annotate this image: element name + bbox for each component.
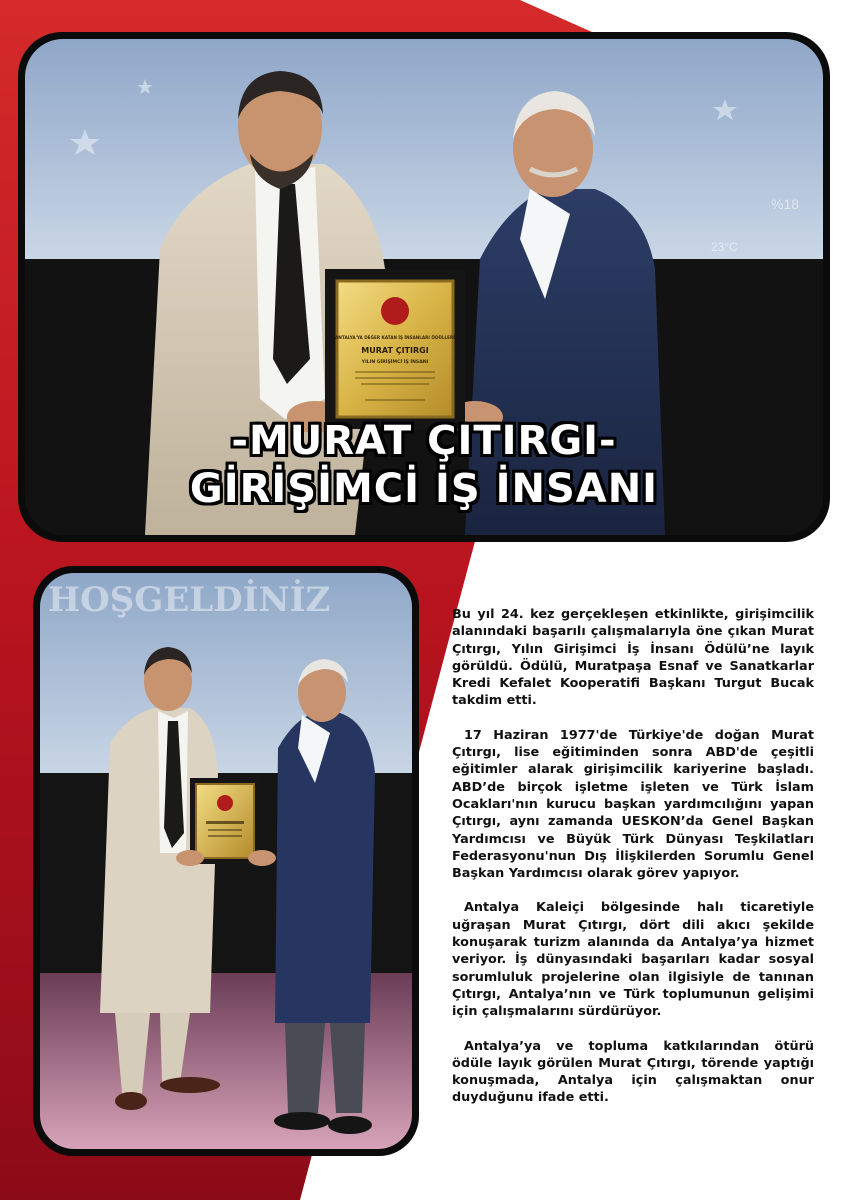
- headline-name: -MURAT ÇITIRGI-: [231, 418, 617, 464]
- plaque-header: ANTALYA'YA DEĞER KATAN İŞ İNSANLARI ÖDÜLLERİ: [335, 335, 455, 340]
- article-paragraph-4: Antalya’ya ve topluma katkılarından ötürü ödüle layık görülen Murat Çıtırgı, törende yaptığı konuşmada, Antalya için çalışmaktan onur duyduğunu ifade etti.: [452, 1038, 814, 1106]
- article-body: [452, 606, 814, 1124]
- plaque-title: YILIN GİRİŞİMCİ İŞ İNSANI: [361, 360, 429, 365]
- article-paragraph-1: Bu yıl 24. kez gerçekleşen etkinlikte, girişimcilik alanındaki başarılı çalışmalarıyla öne çıkan Murat Çıtırgı, Yılın Girişimci İş İnsanı Ödülü’ne layık görüldü. Ödülü, Muratpaşa Esnaf ve Sanatkarlar Kredi Kefalet Kooperatifi Başkanı Turgut Bucak takdim etti.: [452, 607, 814, 709]
- welcome-banner-text: HOŞGELDİNİZ: [48, 580, 331, 620]
- plaque-name: MURAT ÇITIRGI: [361, 346, 429, 355]
- article-paragraph-2: 17 Haziran 1977'de Türkiye'de doğan Murat Çıtırgı, lise eğitiminden sonra ABD'de çeşitli eğitimler alarak girişimcilik kariyerine başladı. ABD’de birçok işletme işleten ve Türk İslam Ocakları'nın kurucu başkan yardımcılığını yapan Çıtırgı, aynı zamanda UESKON’da Genel Başkan Yardımcısı ve Büyük Türk Dünyası Teşkilatları Federasyonu'nun Dış İlişkilerden Sorumlu Genel Başkan Yardımcısı olarak görev yapıyor.: [452, 727, 814, 882]
- award-ceremony-photo-secondary: [33, 566, 419, 1156]
- screen-text-temperature: 23°C: [711, 240, 738, 254]
- article-paragraph-3: Antalya Kaleiçi bölgesinde halı ticaretiyle uğraşan Murat Çıtırgı, dört dili akıcı şekilde konuşarak turizm alanında da Antalya’ya hizmet veriyor. İş dünyasındaki başarıları kadar sosyal sorumluluk projelerine olan ilgisiyle de tanınan Çıtırgı, Antalya’nın ve Türk toplumunun gelişimi için çalışmalarını sürdürüyor.: [452, 900, 814, 1020]
- award-plaque: [325, 269, 465, 429]
- headline-title: GİRİŞİMCİ İŞ İNSANI: [189, 466, 659, 512]
- screen-text-percent: %18: [771, 196, 800, 212]
